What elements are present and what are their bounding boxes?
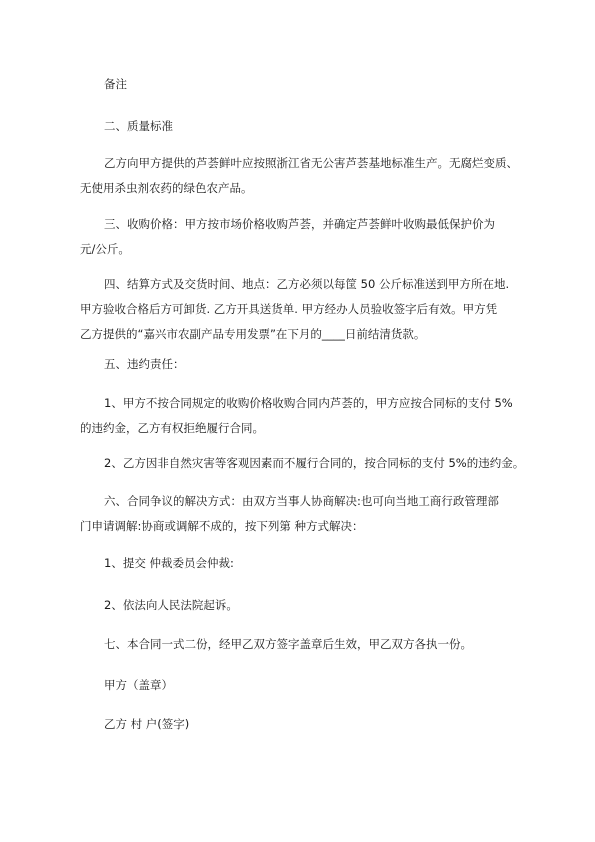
section3 xyxy=(80,212,535,262)
section6-line-2: 门申请调解:协商或调解不成的，按下列第 种方式解决： xyxy=(80,519,364,533)
section6-option2 xyxy=(80,593,559,618)
section5-item1-line-1: 1、甲方不按合同规定的收购价格收购合同内芦荟的，甲方应按合同标的支付 5% xyxy=(104,396,513,410)
section6-option2-text: 2、依法向人民法院起诉。 xyxy=(104,598,238,612)
section5-item1 xyxy=(80,391,535,441)
section2-heading-text: 二、质量标准 xyxy=(104,119,173,133)
section2-body-line-2: 无使用杀虫剂农药的绿色农产品。 xyxy=(80,181,253,195)
section5-heading-text: 五、违约责任： xyxy=(104,357,185,371)
section7-text: 七、本合同一式二份，经甲乙双方签字盖章后生效，甲乙双方各执一份。 xyxy=(104,637,472,651)
section4 xyxy=(80,272,535,347)
section6-option1 xyxy=(80,551,559,576)
party-b-label: 乙方 村 户(签字) xyxy=(104,717,190,731)
party-a-signature xyxy=(80,673,559,698)
section5-heading xyxy=(80,352,559,377)
section4-line-2: 甲方验收合格后方可卸货. 乙方开具送货单. 甲方经办人员验收签字后有效。甲方凭 xyxy=(80,302,498,316)
section5-item2-text: 2、乙方因非自然灾害等客观因素而不履行合同的，按合同标的支付 5%的违约金。 xyxy=(104,456,525,470)
section5-item2 xyxy=(80,451,559,476)
party-a-label: 甲方（盖章） xyxy=(104,678,173,692)
section6 xyxy=(80,489,535,539)
section6-line-1: 六、合同争议的解决方式：由双方当事人协商解决:也可向当地工商行政管理部 xyxy=(104,494,499,508)
section2-body xyxy=(80,151,535,201)
section3-line-1: 三、收购价格：甲方按市场价格收购芦荟，并确定芦荟鲜叶收购最低保护价为 xyxy=(104,217,495,231)
section2-body-line-1: 乙方向甲方提供的芦荟鲜叶应按照浙江省无公害芦荟基地标准生产。无腐烂变质、 xyxy=(104,156,518,170)
section7 xyxy=(80,632,559,657)
section4-line-1: 四、结算方式及交货时间、地点：乙方必须以每筐 50 公斤标准送到甲方所在地. xyxy=(104,277,510,291)
section3-line-2: 元/公斤。 xyxy=(80,242,130,256)
section6-option1-text: 1、提交 仲裁委员会仲裁: xyxy=(104,556,234,570)
section4-line-3: 乙方提供的“嘉兴市农副产品专用发票”在下月的____日前结清货款。 xyxy=(80,327,426,341)
note-heading-text: 备注 xyxy=(104,77,127,91)
party-b-signature xyxy=(80,712,559,737)
section5-item1-line-2: 的违约金，乙方有权拒绝履行合同。 xyxy=(80,421,264,435)
note-heading xyxy=(80,72,559,97)
section2-heading xyxy=(80,114,559,139)
